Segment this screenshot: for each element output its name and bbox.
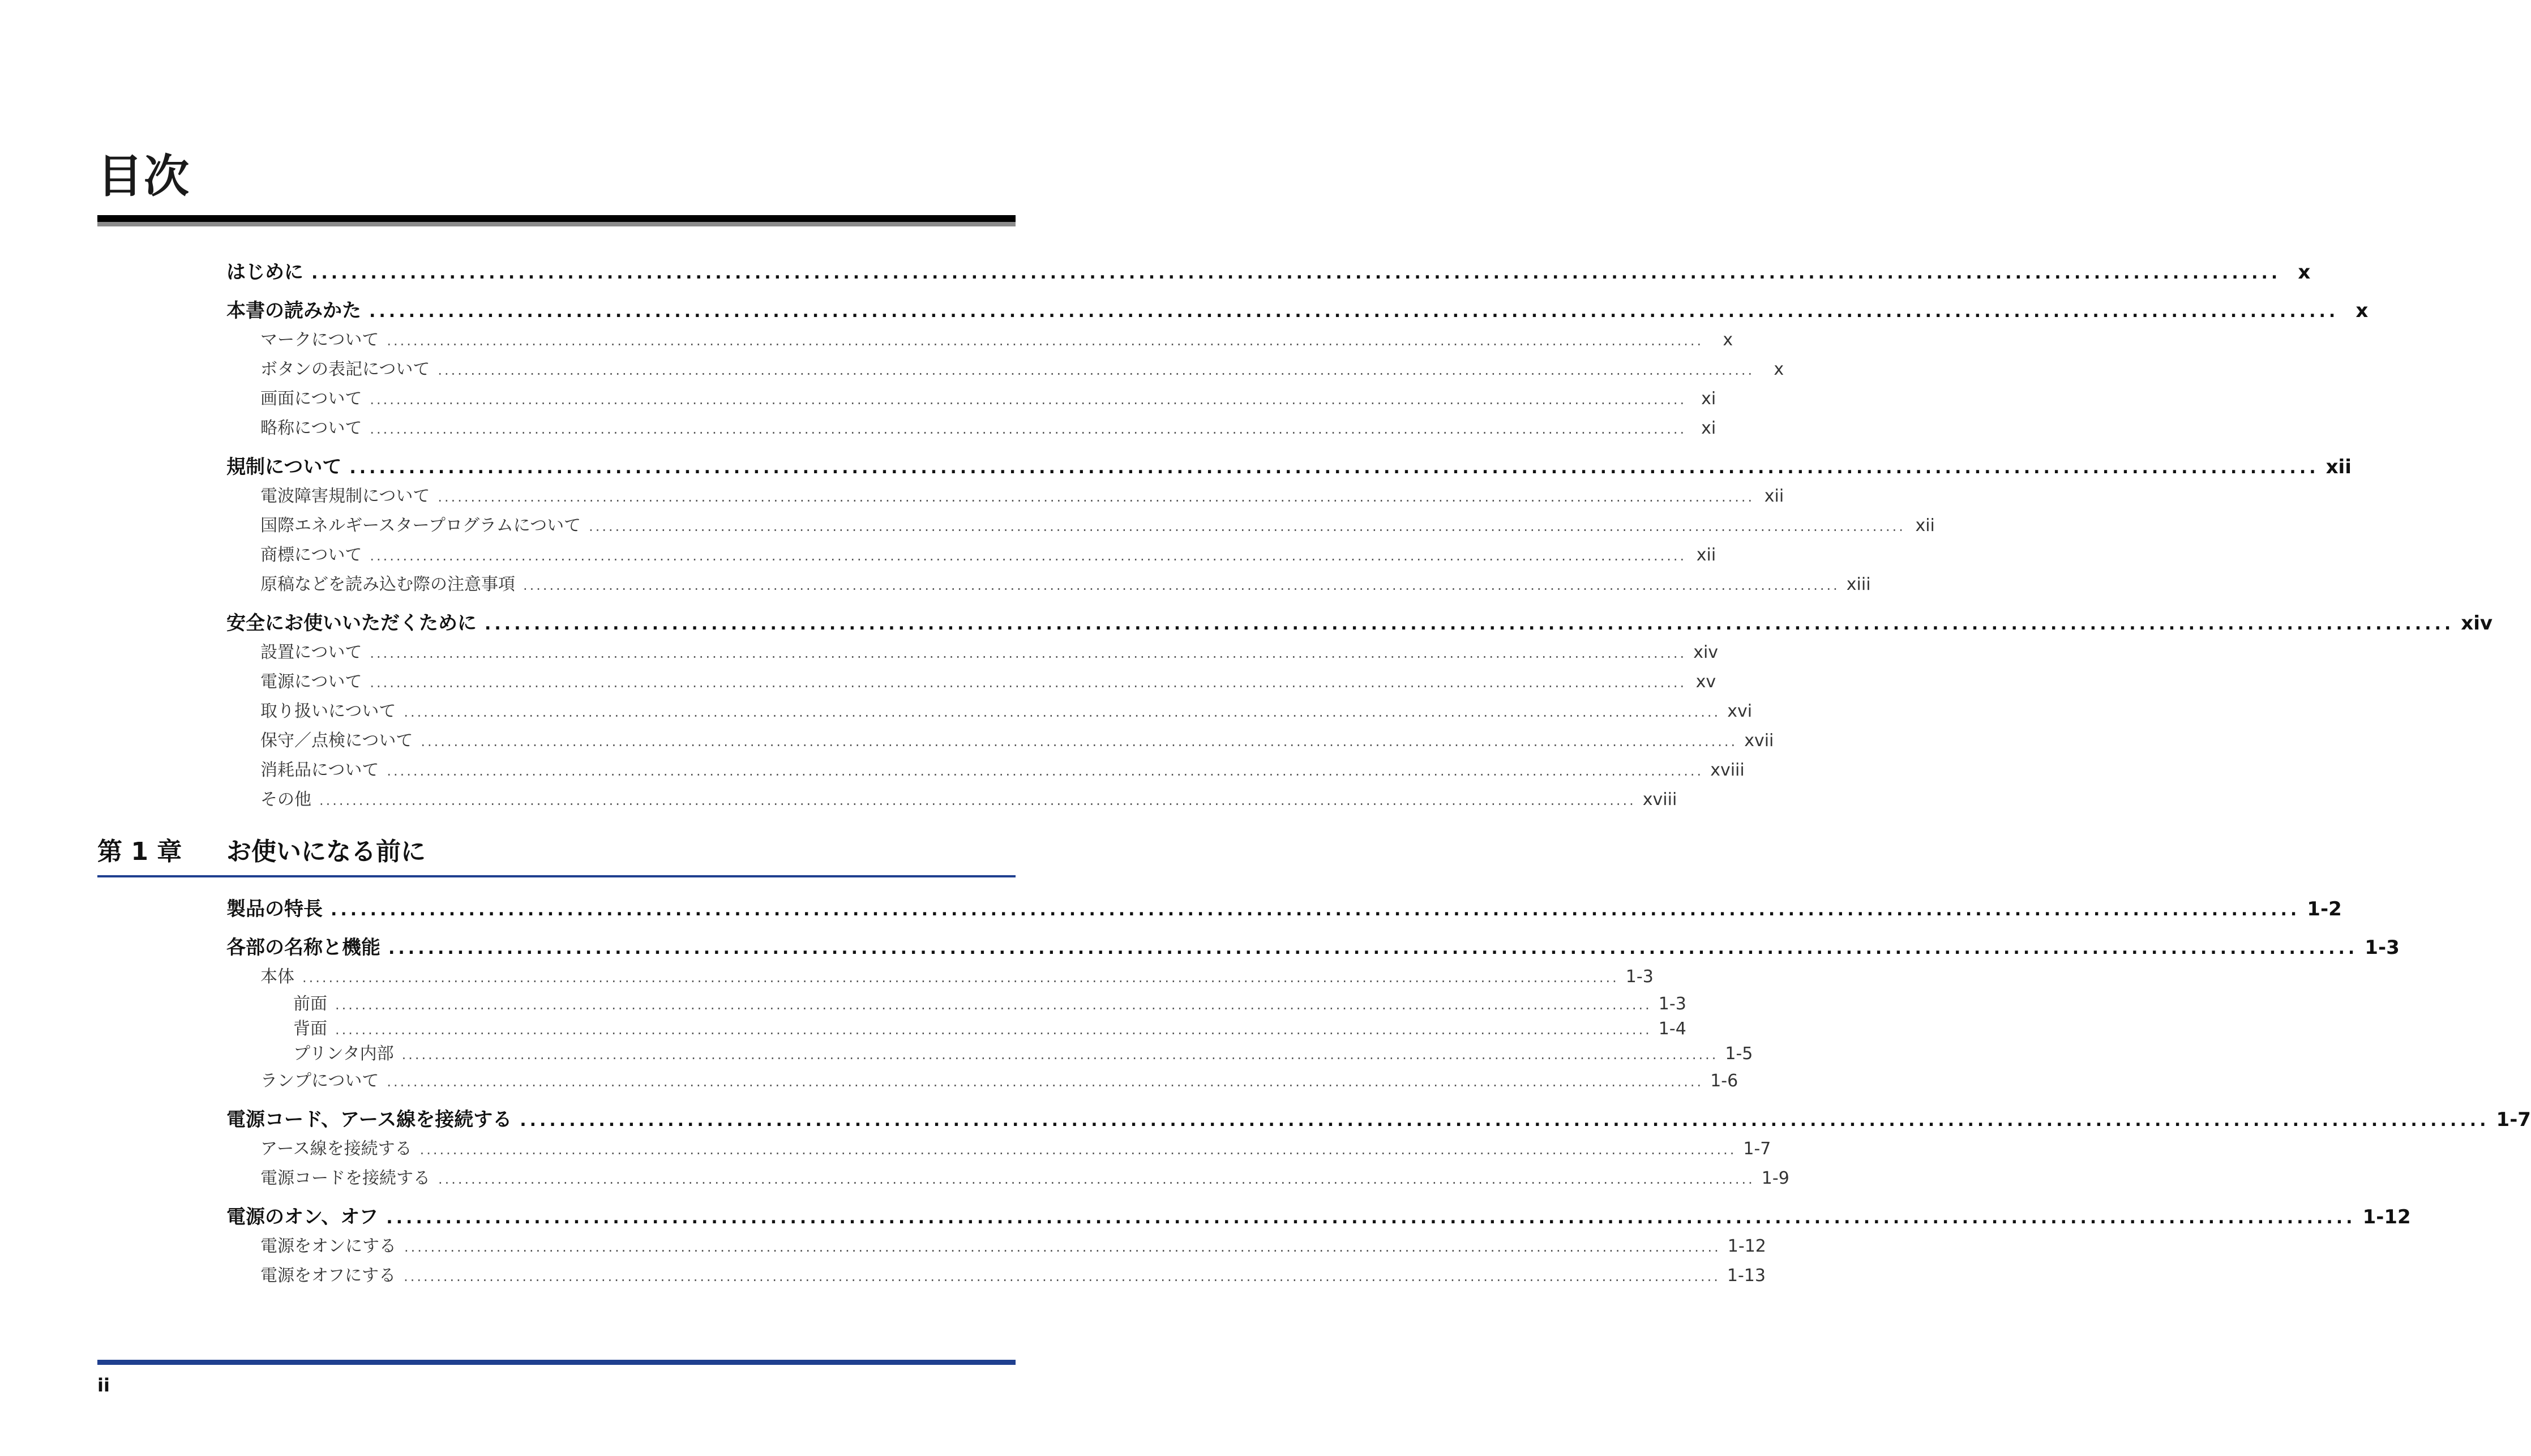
dot-leader: ........................................................................................................................................................................................................ [370, 645, 1687, 661]
title-rule [97, 215, 1016, 222]
toc-entry-label: アース線を接続する [260, 1139, 412, 1159]
toc-entry[interactable] [226, 933, 2400, 962]
toc-entry-page: 1-12 [1727, 1236, 1766, 1256]
toc-entry-label: プリンタ内部 [293, 1044, 394, 1064]
toc-entry-page: 1-12 [2362, 1206, 2411, 1228]
toc-entry-label: 保守／点検について [260, 731, 413, 751]
toc-entry[interactable] [226, 1164, 1789, 1193]
dot-leader: ........................................................................................................................................................................................................ [438, 489, 1755, 505]
toc-entry-label: 各部の名称と機能 [226, 936, 380, 959]
front-matter-toc [226, 258, 2493, 815]
toc-entry-page: 1-6 [1710, 1071, 1738, 1091]
toc-entry-page: xiv [2461, 612, 2493, 635]
dot-leader: ........................................................................................................................................................................................................ [589, 519, 1905, 534]
toc-entry-label: 電源のオン、オフ [226, 1206, 379, 1228]
dot-leader: ........................................................................................................................................................................................................ [349, 458, 2319, 478]
toc-entry-page: 1-3 [1658, 994, 1686, 1014]
toc-entry-page: x [1774, 359, 1784, 379]
chapter-title: お使いになる前に [226, 837, 426, 866]
dot-leader: ........................................................................................................................................................................................................ [331, 900, 2301, 920]
toc-entry[interactable] [226, 570, 1871, 599]
toc-entry-page: xviii [1710, 760, 1745, 780]
dot-leader: ........................................................................................................................................................................................................ [370, 675, 1687, 691]
dot-leader: ........................................................................................................................................................................................................ [485, 614, 2455, 634]
toc-entry[interactable] [226, 258, 2311, 287]
toc-entry-page: x [2356, 299, 2369, 322]
toc-entry-label: 画面について [260, 389, 362, 409]
toc-entry[interactable] [226, 894, 2342, 924]
toc-entry-label: マークについて [260, 330, 379, 350]
toc-entry-label: その他 [260, 790, 311, 810]
toc-entry-label: 電源コードを接続する [260, 1168, 430, 1188]
dot-leader: ........................................................................................................................................................................................................ [319, 793, 1636, 808]
toc-entry-label: 設置について [260, 643, 362, 662]
toc-entry[interactable] [226, 1017, 1686, 1042]
toc-entry-label: 製品の特長 [226, 898, 323, 920]
dot-leader: ........................................................................................................................................................................................................ [311, 263, 2281, 283]
page-number: ii [97, 1374, 110, 1396]
toc-entry[interactable] [226, 482, 1784, 511]
toc-entry-page: 1-4 [1658, 1019, 1686, 1039]
toc-entry[interactable] [226, 511, 1935, 541]
toc-entry-page: xviii [1642, 790, 1677, 810]
dot-leader: ........................................................................................................................................................................................................ [335, 997, 1652, 1013]
dot-leader: ........................................................................................................................................................................................................ [387, 1074, 1704, 1090]
toc-entry-page: xiii [1846, 575, 1871, 594]
dot-leader: ........................................................................................................................................................................................................ [401, 1047, 1719, 1063]
toc-entry[interactable] [226, 609, 2493, 638]
toc-entry[interactable] [226, 296, 2369, 326]
toc-entry[interactable] [226, 726, 1774, 756]
toc-entry-page: 1-7 [2496, 1108, 2531, 1131]
toc-entry-label: 電源をオンにする [260, 1236, 396, 1256]
toc-entry-page: 1-3 [1625, 967, 1654, 987]
dot-leader: ........................................................................................................................................................................................................ [404, 1269, 1720, 1284]
dot-leader: ........................................................................................................................................................................................................ [421, 734, 1738, 750]
toc-entry-page: xv [1695, 672, 1716, 692]
toc-entry-label: 電源コード、アース線を接続する [226, 1108, 512, 1131]
toc-entry-label: 略称について [260, 418, 362, 438]
dot-leader: ........................................................................................................................................................................................................ [370, 548, 1687, 564]
dot-leader: ........................................................................................................................................................................................................ [370, 421, 1687, 437]
toc-entry-label: はじめに [226, 261, 303, 284]
toc-entry-label: 前面 [293, 994, 327, 1014]
toc-entry-label: 背面 [293, 1019, 327, 1039]
page-title: 目次 [97, 150, 190, 203]
toc-entry-page: x [2298, 261, 2311, 284]
toc-entry[interactable] [226, 1105, 2531, 1134]
toc-entry[interactable] [226, 452, 2352, 482]
toc-entry-label: 消耗品について [260, 760, 379, 780]
toc-entry-page: xvii [1744, 731, 1774, 751]
toc-entry[interactable] [226, 384, 1716, 414]
toc-entry-label: 電波障害規制について [260, 486, 430, 506]
toc-entry-page: xvi [1727, 701, 1753, 721]
toc-entry-label: ボタンの表記について [260, 359, 430, 379]
toc-entry-page: 1-5 [1725, 1044, 1753, 1064]
toc-entry-page: 1-7 [1743, 1139, 1771, 1159]
dot-leader: ........................................................................................................................................................................................................ [370, 392, 1687, 408]
toc-entry-label: 取り扱いについて [260, 701, 396, 721]
toc-entry-label: 国際エネルギースタープログラムについて [260, 516, 581, 536]
toc-entry-page: xii [1915, 516, 1935, 536]
footer-rule [97, 1360, 1016, 1365]
toc-entry-page: xii [1696, 545, 1716, 565]
toc-entry[interactable] [226, 1202, 2411, 1232]
toc-entry[interactable] [226, 541, 1716, 570]
toc-entry-page: 1-2 [2307, 898, 2342, 920]
dot-leader: ........................................................................................................................................................................................................ [438, 1171, 1755, 1187]
toc-entry[interactable] [226, 667, 1716, 697]
chapter-number: 第 1 章 [97, 837, 182, 866]
toc-entry-label: 規制について [226, 456, 342, 478]
toc-entry[interactable] [226, 1261, 1766, 1291]
toc-entry[interactable] [226, 962, 1654, 992]
toc-entry-label: 電源をオフにする [260, 1266, 396, 1286]
toc-entry-label: 本体 [260, 967, 294, 987]
toc-entry[interactable] [226, 756, 1745, 785]
toc-entry-page: 1-3 [2365, 936, 2400, 959]
toc-entry[interactable] [226, 638, 1719, 667]
toc-entry-page: xii [1764, 486, 1784, 506]
toc-entry[interactable] [226, 697, 1753, 726]
toc-entry[interactable] [226, 326, 1733, 355]
toc-entry-page: xi [1701, 418, 1716, 438]
dot-leader: ........................................................................................................................................................................................................ [404, 704, 1721, 720]
toc-entry[interactable] [226, 1067, 1738, 1096]
toc-entry-page: x [1723, 330, 1733, 350]
toc-entry[interactable] [226, 785, 1677, 815]
toc-entry[interactable] [226, 414, 1716, 443]
chapter-heading [97, 832, 1016, 872]
title-rule-shadow [97, 222, 1016, 226]
toc-entry-label: 本書の読みかた [226, 299, 361, 322]
toc-entry[interactable] [226, 1134, 1771, 1164]
dot-leader: ........................................................................................................................................................................................................ [387, 763, 1704, 779]
dot-leader: ........................................................................................................................................................................................................ [438, 362, 1755, 378]
toc-entry-label: 商標について [260, 545, 362, 565]
toc-entry-label: 原稿などを読み込む際の注意事項 [260, 575, 515, 594]
dot-leader: ........................................................................................................................................................................................................ [335, 1022, 1652, 1038]
dot-leader: ........................................................................................................................................................................................................ [520, 1111, 2490, 1130]
dot-leader: ........................................................................................................................................................................................................ [386, 1208, 2356, 1228]
toc-entry[interactable] [226, 1042, 1753, 1067]
toc-entry[interactable] [226, 992, 1686, 1017]
dot-leader: ........................................................................................................................................................................................................ [387, 333, 1704, 349]
toc-entry-label: 電源について [260, 672, 362, 692]
toc-entry-page: 1-9 [1761, 1168, 1789, 1188]
dot-leader: ........................................................................................................................................................................................................ [302, 970, 1619, 986]
dot-leader: ........................................................................................................................................................................................................ [369, 302, 2339, 322]
dot-leader: ........................................................................................................................................................................................................ [523, 577, 1840, 593]
toc-entry-label: 安全にお使いいただくために [226, 612, 477, 635]
dot-leader: ........................................................................................................................................................................................................ [388, 939, 2358, 958]
dot-leader: ........................................................................................................................................................................................................ [419, 1142, 1737, 1158]
toc-entry[interactable] [226, 1232, 1766, 1261]
chapter-1-toc [226, 894, 2531, 1291]
chapter-rule [97, 875, 1016, 877]
dot-leader: ........................................................................................................................................................................................................ [404, 1239, 1721, 1255]
toc-entry-label: ランプについて [260, 1071, 379, 1091]
toc-entry-page: xi [1701, 389, 1716, 409]
toc-entry[interactable] [226, 355, 1784, 384]
toc-entry-page: xiv [1693, 643, 1719, 662]
toc-entry-page: 1-13 [1727, 1266, 1766, 1286]
toc-entry-page: xii [2326, 456, 2352, 478]
